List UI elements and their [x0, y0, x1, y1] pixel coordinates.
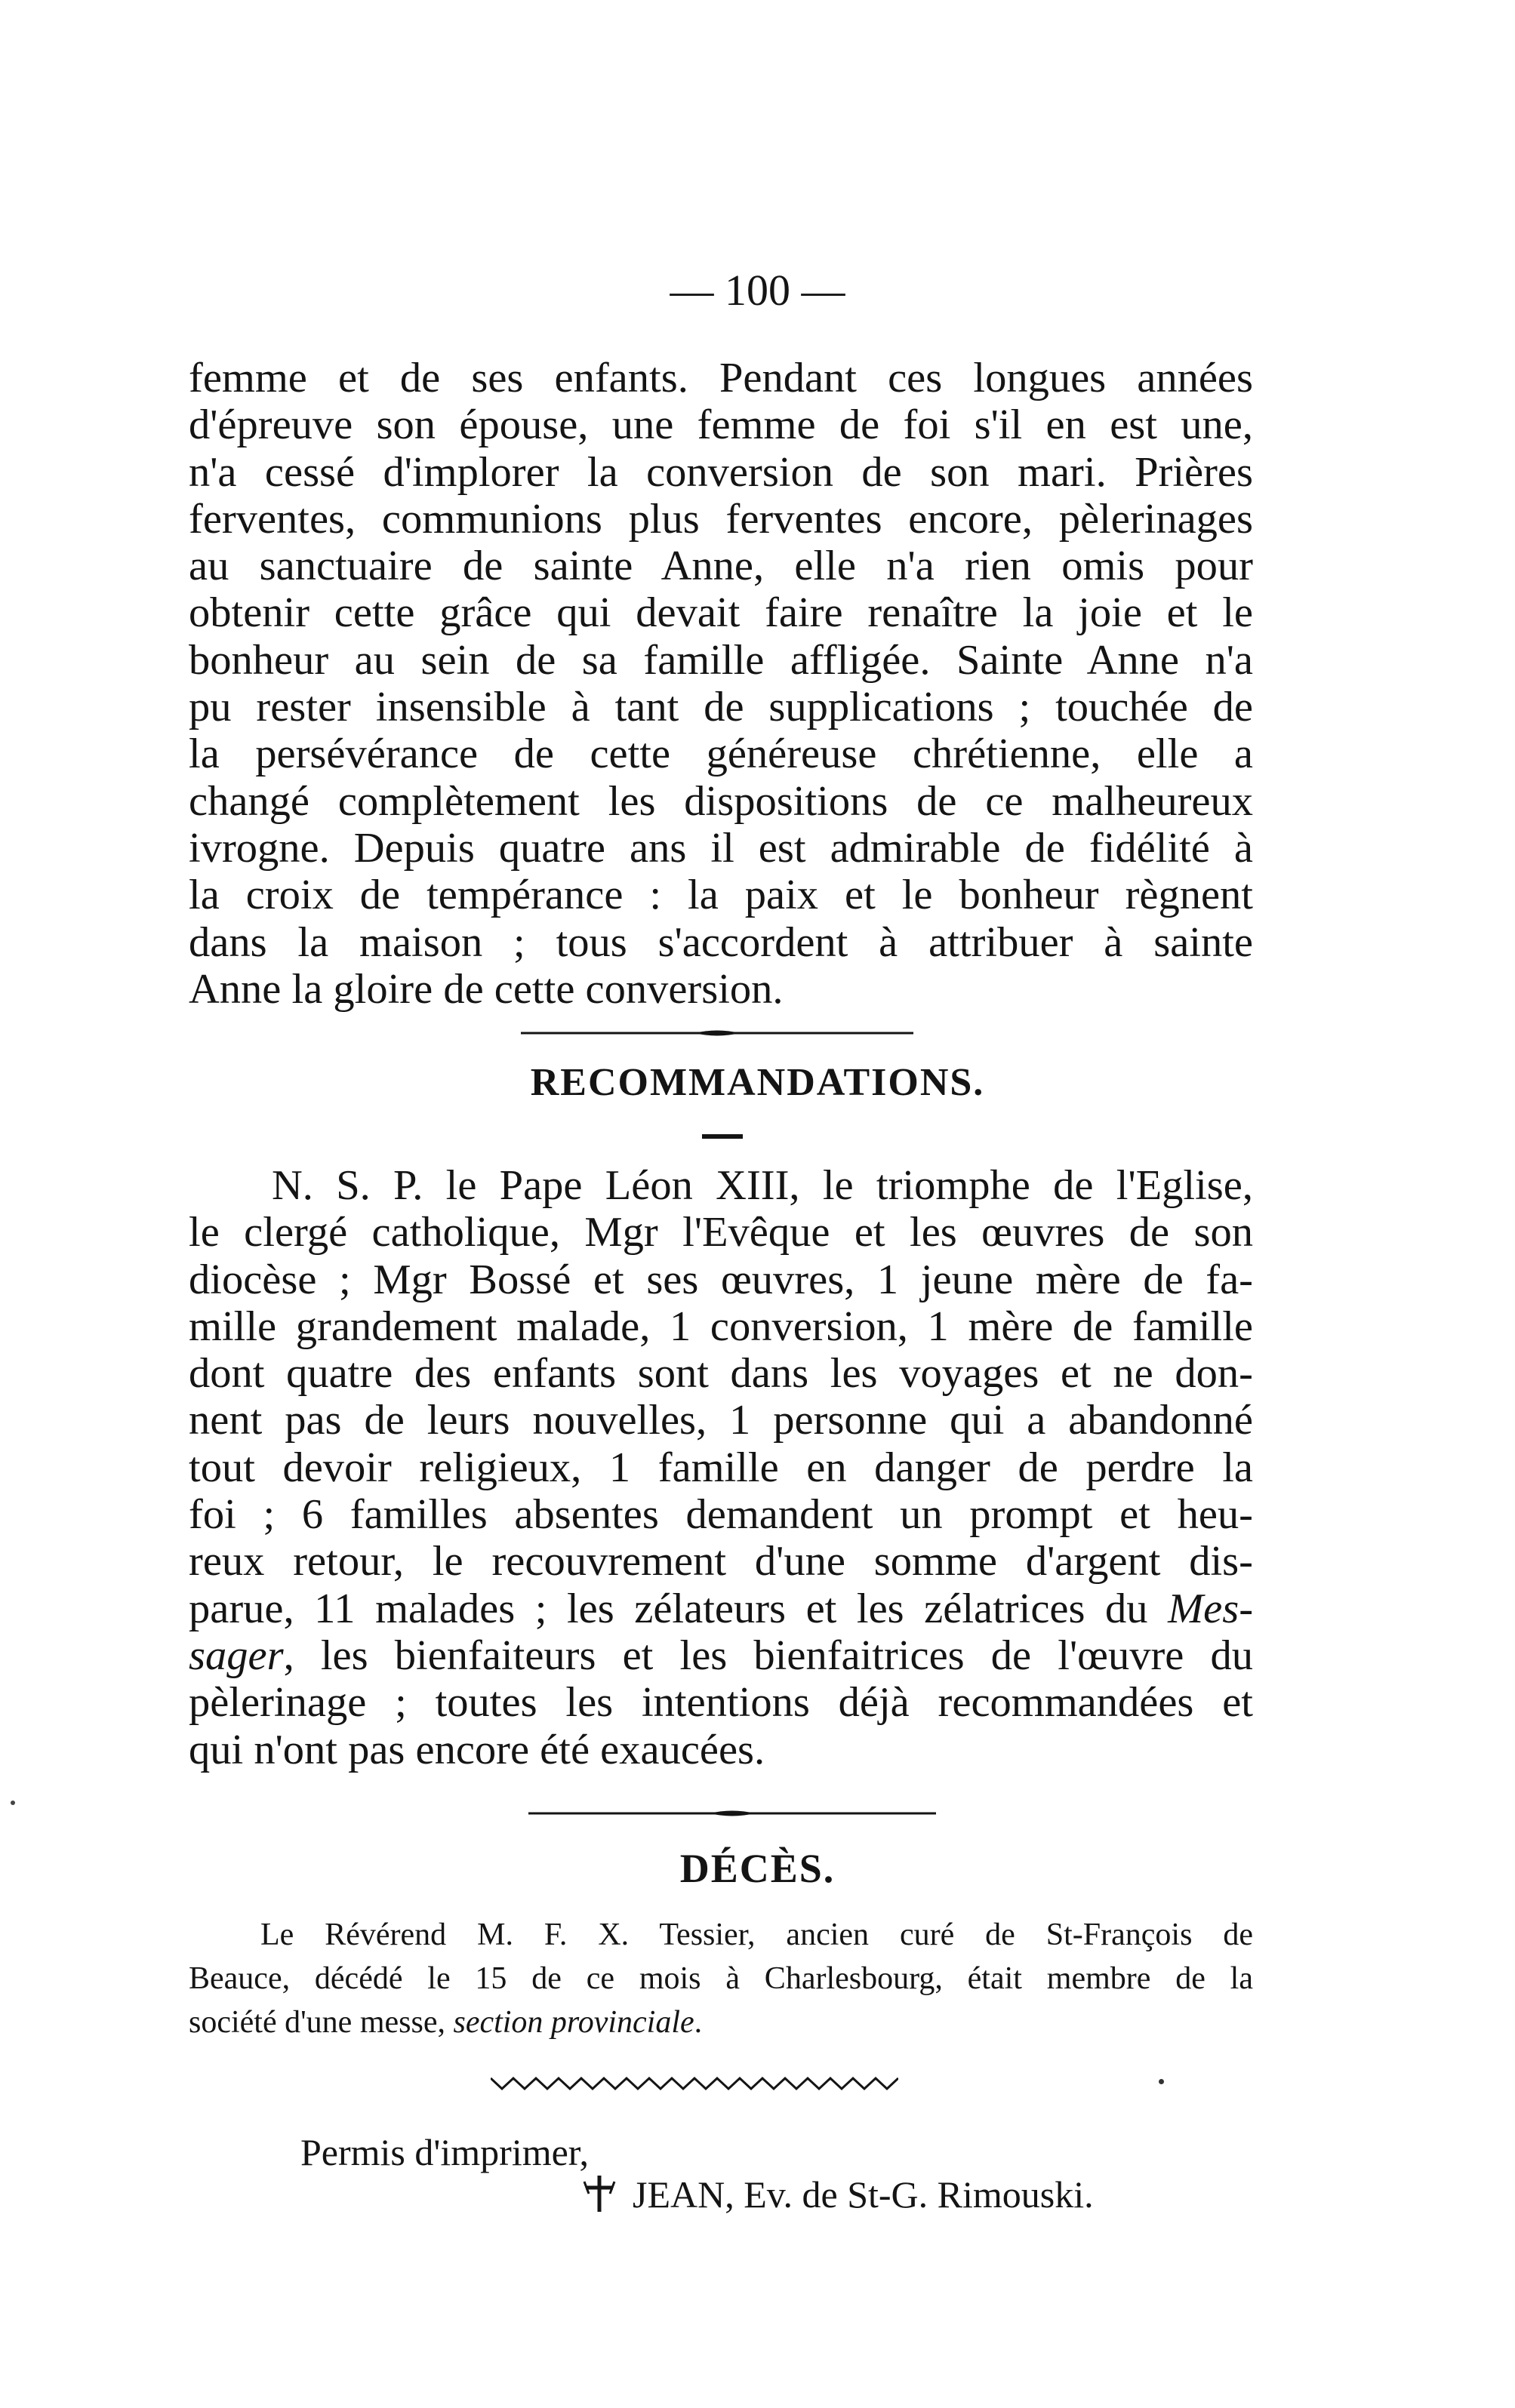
text-line: N. S. P. le Pape Léon XIII, le triomphe de l'Eglise, — [272, 1162, 1253, 1209]
italic-word: Mes- — [1168, 1585, 1254, 1632]
text-line: pèlerinage ; toutes les intentions déjà recommandées et — [189, 1679, 1253, 1727]
short-divider — [702, 1134, 743, 1139]
italic-word: sager — [189, 1631, 284, 1679]
page-number: — 100 — — [670, 266, 845, 315]
text-segment: . — [694, 2005, 703, 2040]
text-line — [189, 2001, 1253, 2044]
text-segment: parue, 11 malades ; les zélateurs et les zélatrices du — [189, 1585, 1148, 1632]
text-line: la persévérance de cette généreuse chrétienne, elle a — [189, 730, 1253, 778]
text-line: femme et de ses enfants. Pendant ces longues années — [189, 355, 1253, 401]
text-line: dans la maison ; tous s'accordent à attribuer à sainte — [189, 918, 1253, 966]
text-line: qui n'ont pas encore été exaucées. — [189, 1726, 765, 1773]
text-line — [189, 1585, 1253, 1632]
text-line: mille grandement malade, 1 conversion, 1 mère de famille — [189, 1302, 1253, 1350]
divider-ornament — [521, 1028, 913, 1038]
text-line: ferventes, communions plus ferventes encore, pèlerinages — [189, 495, 1253, 543]
text-line: le clergé catholique, Mgr l'Evêque et les œuvres de son — [189, 1209, 1253, 1256]
text-line: dont quatre des enfants sont dans les voyages et ne don- — [189, 1350, 1253, 1398]
text-line: pu rester insensible à tant de supplications ; touchée de — [189, 684, 1253, 731]
printing-speck — [1159, 2079, 1164, 2084]
wavy-divider — [491, 2074, 898, 2093]
text-line — [189, 1632, 1253, 1679]
bishop-cross-icon — [583, 2174, 616, 2213]
text-line: reux retour, le recouvrement d'une somme d'argent dis- — [189, 1538, 1253, 1585]
text-line: tout devoir religieux, 1 famille en danger de perdre la — [189, 1444, 1253, 1491]
text-segment: , les bienfaiteurs et les bienfaitrices de l'œuvre du — [283, 1631, 1253, 1679]
text-line: changé complètement les dispositions de ce malheureux — [189, 777, 1253, 825]
paragraph-continuation — [189, 355, 1253, 1013]
text-line: la croix de tempérance : la paix et le bonheur règnent — [189, 872, 1253, 919]
text-line: obtenir cette grâce qui devait faire renaître la joie et le — [189, 589, 1253, 637]
text-line: au sanctuaire de sainte Anne, elle n'a rien omis pour — [189, 543, 1253, 590]
printing-speck — [11, 1801, 15, 1805]
imprimatur-label: Permis d'imprimer, — [300, 2131, 589, 2173]
text-line: d'épreuve son épouse, une femme de foi s'il en est une, — [189, 401, 1253, 449]
text-line: n'a cessé d'implorer la conversion de son mari. Prières — [189, 448, 1253, 496]
divider-ornament — [528, 1808, 936, 1819]
signature-text: JEAN, Ev. de St-G. Rimouski. — [633, 2173, 1094, 2216]
recommandations-paragraph — [189, 1162, 1253, 1773]
text-line: Anne la gloire de cette conversion. — [189, 965, 784, 1013]
italic-phrase: section provinciale — [453, 2005, 694, 2040]
imprimatur-signature — [583, 2172, 1094, 2217]
text-line: diocèse ; Mgr Bossé et ses œuvres, 1 jeune mère de fa- — [189, 1256, 1253, 1303]
text-line: Le Révérend M. F. X. Tessier, ancien curé de St-François de — [260, 1917, 1253, 1952]
section-heading-deces: DÉCÈS. — [679, 1846, 836, 1891]
section-heading-recommandations: RECOMMANDATIONS. — [530, 1061, 985, 1104]
text-line: bonheur au sein de sa famille affligée. Sainte Anne n'a — [189, 636, 1253, 684]
text-line: nent pas de leurs nouvelles, 1 personne qui a abandonné — [189, 1397, 1253, 1444]
text-line: Beauce, décédé le 15 de ce mois à Charlesbourg, était membre de la — [189, 1961, 1253, 1996]
death-notice — [189, 1913, 1253, 2044]
text-line: foi ; 6 familles absentes demandent un prompt et heu- — [189, 1491, 1253, 1539]
text-line: ivrogne. Depuis quatre ans il est admirable de fidélité à — [189, 824, 1253, 872]
text-segment: société d'une messe, — [189, 2005, 445, 2040]
